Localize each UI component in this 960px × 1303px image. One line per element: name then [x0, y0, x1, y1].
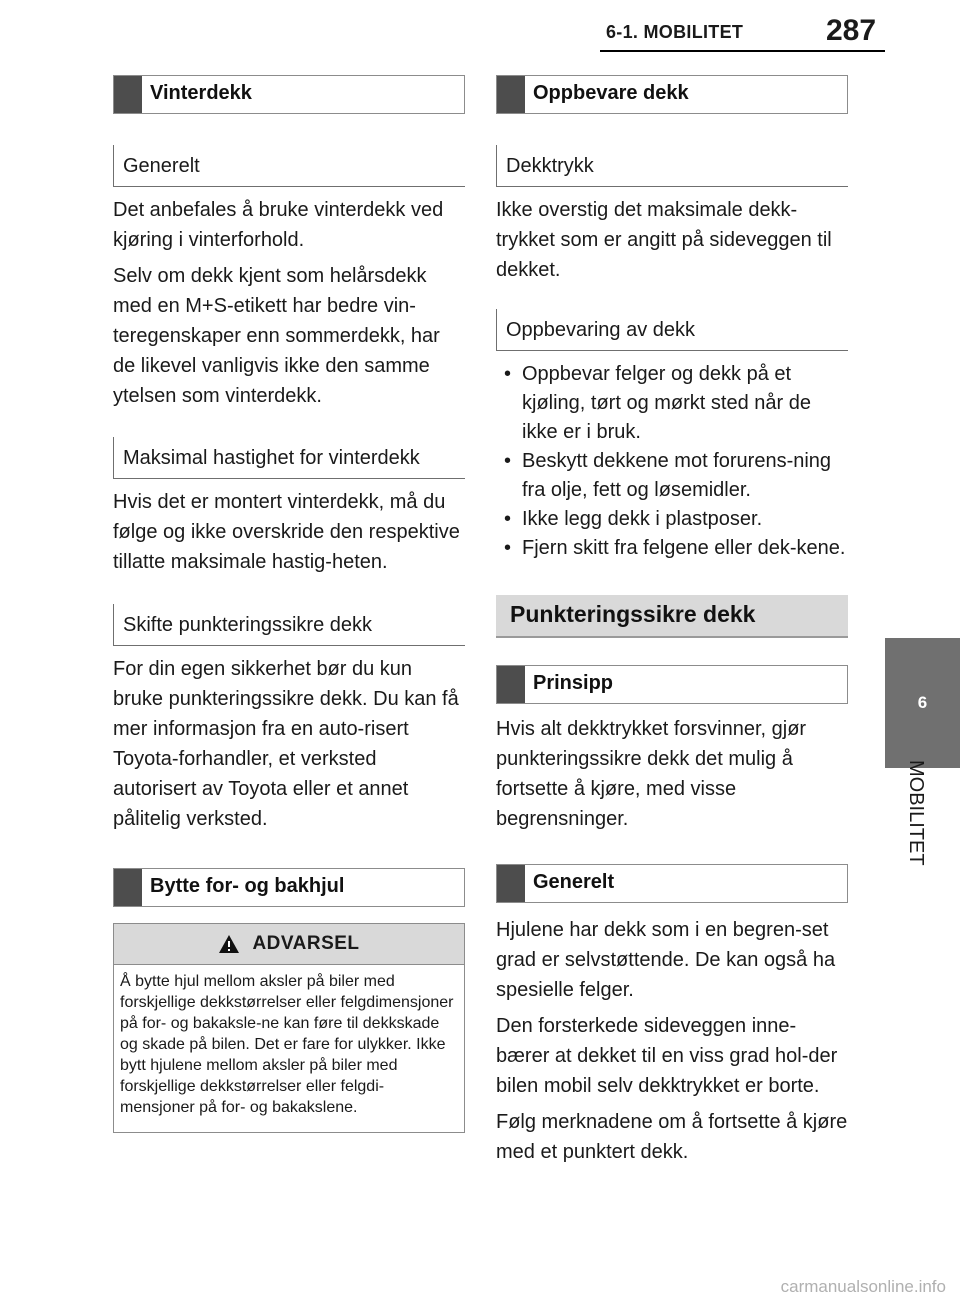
- header-rule: [600, 50, 885, 52]
- list-item: • Fjern skitt fra felgene eller dek-kene.: [496, 534, 848, 563]
- paragraph: Hjulene har dekk som i en begren-set grad er selvstøttende. De kan også ha spesielle felger.: [496, 919, 836, 1001]
- section-title: Vinterdekk: [150, 82, 252, 104]
- section-header-bytte-hjul: [113, 868, 465, 907]
- subheading-generelt: Generelt: [113, 145, 465, 187]
- section-bar: [114, 869, 142, 906]
- section-bar: [114, 76, 142, 113]
- chapter-number: 6: [917, 693, 928, 712]
- subheading-max-speed: Maksimal hastighet for vinterdekk: [113, 437, 465, 479]
- paragraph: Det anbefales å bruke vinterdekk ved kjøring i vinterforhold.: [113, 199, 444, 251]
- section-title: Prinsipp: [533, 672, 614, 694]
- major-header-punkteringssikre: [496, 595, 848, 638]
- running-header-section: 6-1. MOBILITET: [606, 22, 744, 42]
- section-title: Bytte for- og bakhjul: [150, 875, 345, 897]
- subheading-change-runflat: Skifte punkteringssikre dekk: [113, 604, 465, 646]
- section-header-prinsipp: [496, 665, 848, 704]
- paragraph: Ikke overstig det maksimale dekk-trykket som er angitt på sideveggen til dekket.: [496, 199, 832, 281]
- paragraph: Følg merknadene om å fortsette å kjøre med et punktert dekk.: [496, 1111, 848, 1163]
- right-column: [496, 75, 848, 1167]
- list-item: • Oppbevar felger og dekk på et kjøling, tørt og mørkt sted når de ikke er i bruk.: [496, 360, 848, 447]
- warning-triangle-icon: [218, 934, 240, 954]
- storage-bullet-list: [496, 360, 848, 563]
- page-number: 287: [826, 14, 877, 47]
- major-title: Punkteringssikre dekk: [510, 601, 756, 627]
- section-header-vinterdekk: [113, 75, 465, 114]
- section-bar: [497, 666, 525, 703]
- list-item: • Beskytt dekkene mot forurens-ning fra olje, fett og løsemidler.: [496, 447, 848, 505]
- warning-text: Å bytte hjul mellom aksler på biler med forskjellige dekkstørrelser eller felgdimensjoner på for- og bakaksle-ne kan føre til dekkskade og skade på bilen. Det er fare for ulykker. Ikke bytt hjulene mellom aksler på biler med forskjellige dekkstørrelser eller felgdi-mensjoner på for- og bakakslene.: [120, 973, 454, 1116]
- watermark: carmanualsonline.info: [780, 1277, 946, 1296]
- section-title: Oppbevare dekk: [533, 82, 689, 104]
- section-title: Generelt: [533, 871, 615, 893]
- section-bar: [497, 76, 525, 113]
- left-column: [113, 75, 465, 1133]
- subheading-oppbevaring: Oppbevaring av dekk: [496, 309, 848, 351]
- warning-header: [114, 924, 464, 965]
- section-header-generelt: [496, 864, 848, 903]
- paragraph: Den forsterkede sideveggen inne-bærer at dekket til en viss grad hol-der bilen mobil selv dekktrykket er borte.: [496, 1015, 838, 1097]
- paragraph: Selv om dekk kjent som helårsdekk med en M+S-etikett har bedre vin-teregenskaper enn sommerdekk, har de likevel vanligvis ikke den samme ytelsen som vinterdekk.: [113, 265, 440, 407]
- list-item: • Ikke legg dekk i plastposer.: [496, 505, 848, 534]
- chapter-side-label: MOBILITET: [905, 760, 927, 866]
- warning-box: [113, 923, 465, 1133]
- paragraph: For din egen sikkerhet bør du kun bruke punkteringssikre dekk. Du kan få mer informasjon fra en auto-risert Toyota-forhandler, et verksted autorisert av Toyota eller et annet pålitelig verksted.: [113, 658, 459, 830]
- paragraph: Hvis det er montert vinterdekk, må du følge og ikke overskride den respektive tillatte maksimale hastig-heten.: [113, 491, 460, 573]
- warning-title: ADVARSEL: [252, 933, 360, 954]
- section-bar: [497, 865, 525, 902]
- section-header-oppbevare: [496, 75, 848, 114]
- paragraph: Hvis alt dekktrykket forsvinner, gjør punkteringssikre dekk det mulig å fortsette å kjøre, med visse begrensninger.: [496, 718, 807, 830]
- chapter-tab: [885, 638, 960, 768]
- subheading-dekktrykk: Dekktrykk: [496, 145, 848, 187]
